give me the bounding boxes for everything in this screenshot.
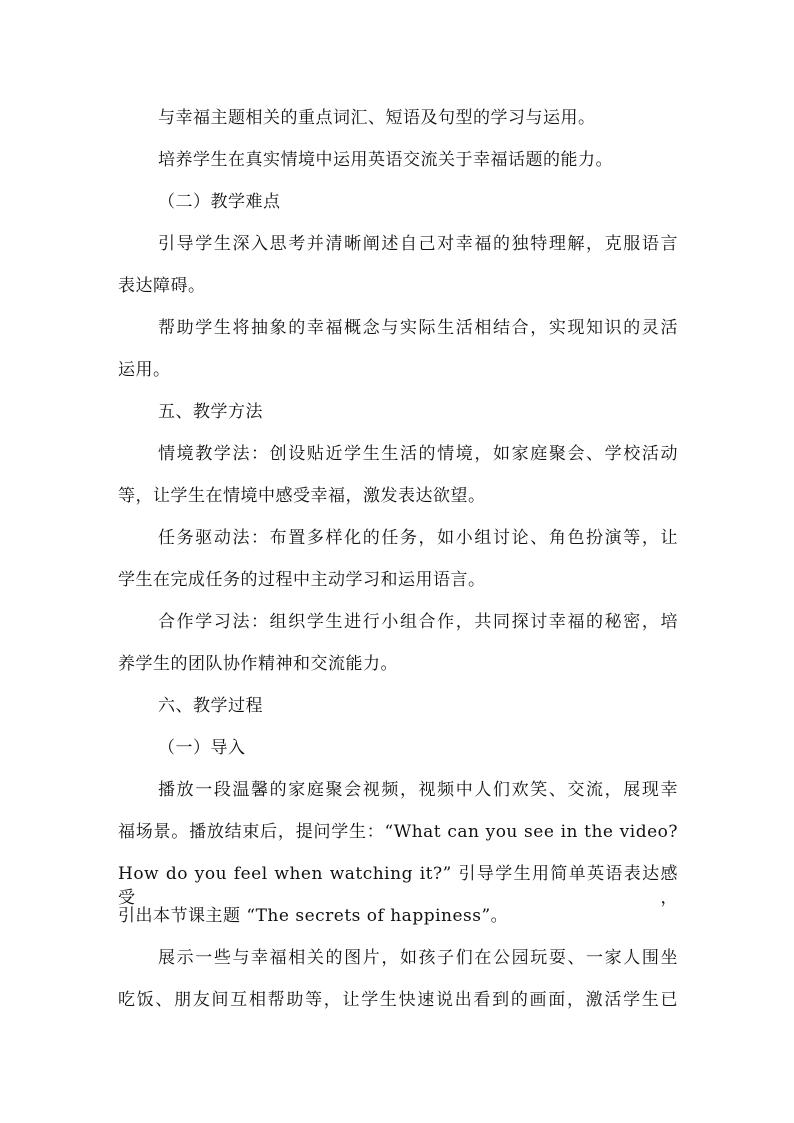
text-line: 引导学生深入思考并清晰阐述自己对幸福的独特理解，克服语言 bbox=[158, 234, 678, 254]
text-line: 养学生的团队协作精神和交流能力。 bbox=[118, 654, 398, 674]
text-line: 情境教学法：创设贴近学生生活的情境，如家庭聚会、学校活动 bbox=[158, 444, 678, 464]
section-heading: 五、教学方法 bbox=[158, 402, 263, 422]
text-line: 表达障碍。 bbox=[118, 276, 206, 296]
text-line: 展示一些与幸福相关的图片，如孩子们在公园玩耍、一家人围坐 bbox=[158, 948, 678, 968]
section-heading: （一）导入 bbox=[158, 738, 246, 758]
text-line: 等，让学生在情境中感受幸福，激发表达欲望。 bbox=[118, 486, 486, 506]
text-line: 播放一段温馨的家庭聚会视频，视频中人们欢笑、交流，展现幸 bbox=[158, 780, 678, 800]
text-line: 帮助学生将抽象的幸福概念与实际生活相结合，实现知识的灵活 bbox=[158, 318, 678, 338]
text-line: 与幸福主题相关的重点词汇、短语及句型的学习与运用。 bbox=[158, 108, 596, 128]
text-line: 任务驱动法：布置多样化的任务，如小组讨论、角色扮演等，让 bbox=[158, 528, 678, 548]
text-line: 引出本节课主题 “The secrets of happiness”。 bbox=[118, 906, 509, 926]
section-heading: 六、教学过程 bbox=[158, 696, 263, 716]
text-line: 培养学生在真实情境中运用英语交流关于幸福话题的能力。 bbox=[158, 150, 613, 170]
text-line: 福场景。播放结束后，提问学生：“What can you see in the video? bbox=[118, 822, 678, 842]
text-line: How do you feel when watching it?” 引导学生用简单英语表达感受， bbox=[118, 864, 678, 908]
text-line: 运用。 bbox=[118, 360, 171, 380]
text-line: 合作学习法：组织学生进行小组合作，共同探讨幸福的秘密，培 bbox=[158, 612, 678, 632]
text-line: 学生在完成任务的过程中主动学习和运用语言。 bbox=[118, 570, 486, 590]
text-line: 吃饭、朋友间互相帮助等，让学生快速说出看到的画面，激活学生已 bbox=[118, 990, 678, 1010]
section-heading: （二）教学难点 bbox=[158, 192, 281, 212]
